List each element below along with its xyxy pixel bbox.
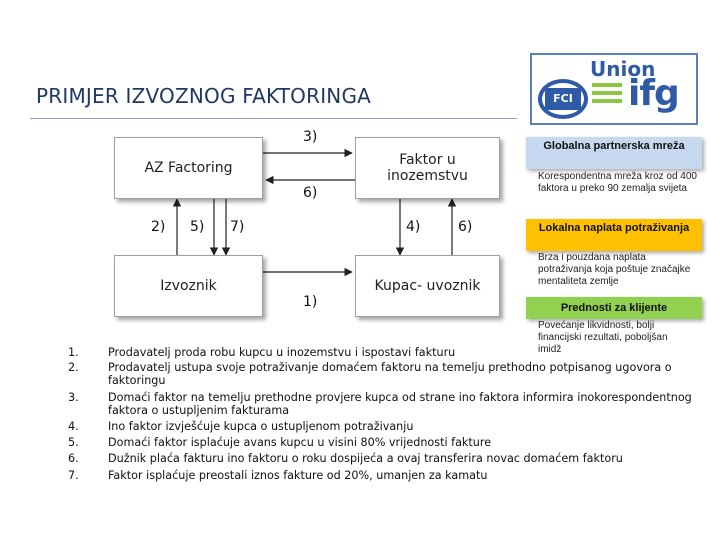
node-az-factoring: AZ Factoring [114, 137, 263, 199]
list-item: 7. Faktor isplaćuje preostali iznos fakture od 20%, umanjen za kamatu [68, 468, 488, 482]
list-item: 5. Domaći faktor isplaćuje avans kupcu u visini 80% vrijednosti fakture [68, 436, 492, 450]
arrow-label-4: 4) [406, 219, 421, 235]
arrow-label-6-top: 6) [303, 185, 318, 201]
panel-head-global-network: Globalna partnerska mreža [526, 137, 702, 169]
node-izvoznik: Izvoznik [114, 255, 263, 317]
panel-head-local-collection: Lokalna naplata potraživanja [526, 219, 702, 251]
arrow-label-3: 3) [303, 129, 318, 145]
steps-list [68, 346, 718, 482]
panel-body-global-network: Korespondentna mreža kroz od 400 faktora u preko 90 zemalja svijeta [538, 171, 697, 194]
panel-head-client-benefits: Prednosti za klijente [526, 297, 702, 319]
arrow-label-1: 1) [303, 294, 318, 310]
list-item: 3. Domaći faktor na temelju prethodne provjere kupca od strane ino faktora informira inokorespondentnog faktora o ustupljenim fakturama [68, 390, 692, 417]
list-item: 2. Prodavatelj ustupa svoje potraživanje domaćem faktoru na temelju prethodno potpisanog ugovora o faktoringu [68, 361, 672, 388]
panel-body-client-benefits: Povećanje likvidnosti, bolji financijski rezultati, poboljšan imidž [538, 320, 668, 355]
logo-union-text: Union [590, 57, 656, 81]
logo-ifg-text: ifg [628, 73, 679, 114]
logo-fci-text: FCI [553, 92, 573, 105]
page-title: PRIMJER IZVOZNOG FAKTORINGA [36, 84, 372, 108]
arrow-label-7: 7) [230, 219, 245, 235]
node-kupac-uvoznik: Kupac- uvoznik [355, 255, 500, 317]
arrow-label-5: 5) [190, 219, 205, 235]
arrow-label-6-right: 6) [458, 219, 473, 235]
arrow-label-2: 2) [151, 219, 166, 235]
list-item: 4. Ino faktor izvješćuje kupca o ustupljenom potraživanju [68, 420, 414, 434]
list-item: 1. Prodavatelj proda robu kupcu u inozemstvu i ispostavi fakturu [68, 346, 456, 359]
list-item: 6. Dužnik plaća fakturu ino faktoru o roku dospijeća a ovaj transferira novac domaćem faktoru [68, 452, 623, 466]
panel-body-local-collection: Brza i pouzdana naplata potraživanja koja poštuje značajke mentaliteta zemlje [538, 252, 691, 287]
node-faktor-inozemstvu: Faktor u inozemstvu [355, 137, 500, 199]
